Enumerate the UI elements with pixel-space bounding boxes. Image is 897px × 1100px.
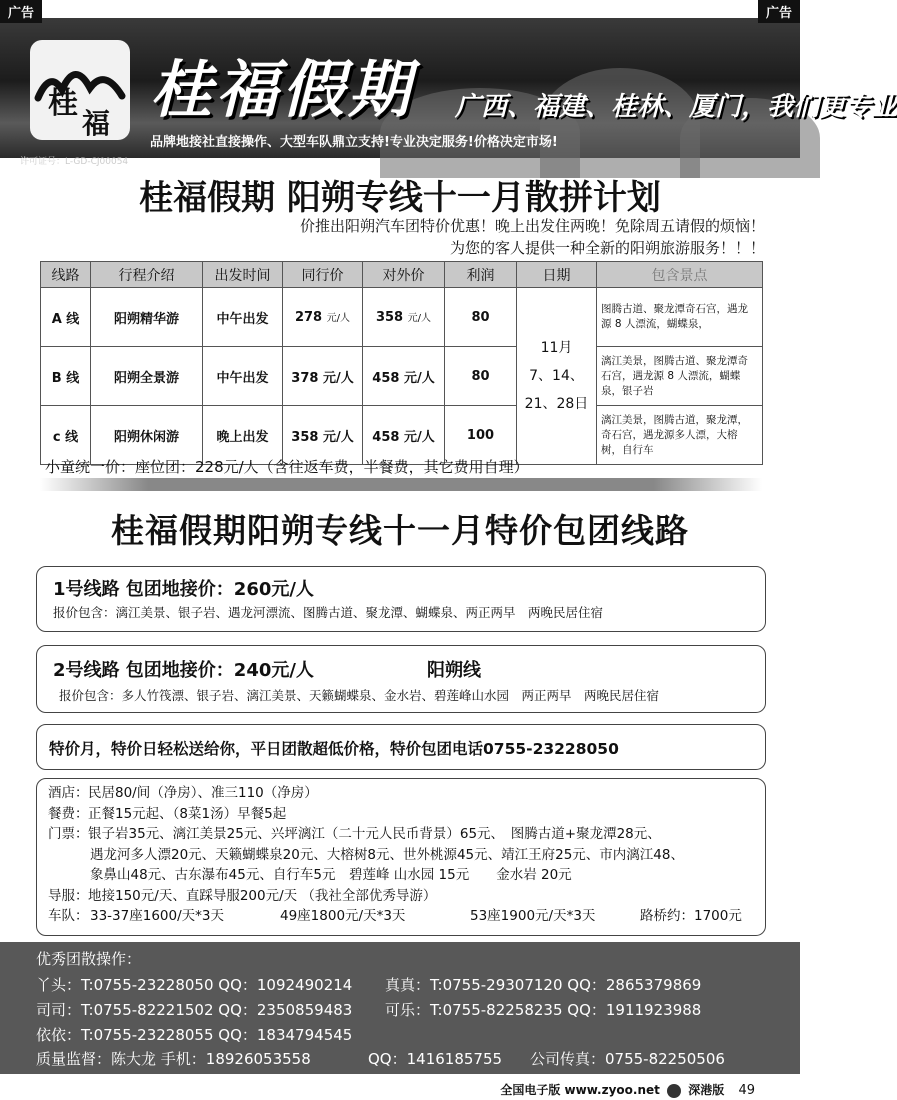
contact-line: 依依：T:0755-23228055 QQ：1834794545 xyxy=(36,1026,353,1044)
footer-site: 全国电子版 www.zyoo.net xyxy=(500,1083,660,1097)
brand-tagline: 品牌地接社直接操作、大型车队鼎立支持!专业决定服务!价格决定市场! xyxy=(150,135,558,150)
schedule-table xyxy=(40,261,763,465)
guide-value: 地接150元/天、直踩导服200元/天 （我社全部优秀导游） xyxy=(88,887,437,904)
contact-line: 真真：T:0755-29307120 QQ：2865379869 xyxy=(385,976,702,994)
page-footer xyxy=(500,1081,755,1098)
spots-cell: 图腾古道、聚龙潭奇石宫，遇龙源 8 人漂流，蝴蝶泉， xyxy=(597,288,763,347)
route-includes: 报价包含：漓江美景、银子岩、遇龙河漂流、图腾古道、聚龙潭、蝴蝶泉、两正两早 两晚民居住宿 xyxy=(53,605,604,620)
edition-badge-icon xyxy=(667,1084,681,1098)
ad-tag-right: 广告 xyxy=(758,0,800,23)
hotel-label: 酒店： xyxy=(48,785,89,801)
header-banner xyxy=(0,18,897,167)
guide-label: 导服： xyxy=(48,887,89,904)
fleet-item: 49座1800元/天*3天 xyxy=(280,908,406,924)
col-header: 对外价 xyxy=(363,262,445,288)
profit-cell: 100 xyxy=(445,406,517,465)
col-header: 出发时间 xyxy=(203,262,283,288)
fleet-item: 53座1900元/天*3天 xyxy=(470,908,596,924)
license-number: 许可证号：L-GD-CJ00054 xyxy=(20,157,129,167)
table-row xyxy=(41,288,763,347)
col-header: 线路 xyxy=(41,262,91,288)
date-line: 11月 xyxy=(540,340,573,356)
child-price-note: 小童统一价：座位团：228元/人（含往返车费，半餐费，其它费用自理） xyxy=(45,458,529,476)
depart-cell: 晚上出发 xyxy=(203,406,283,465)
route-title: 2号线路 包团地接价：240元/人 xyxy=(53,660,314,681)
special-box xyxy=(36,724,766,770)
section1-title: 桂福假期 阳朔专线十一月散拼计划 xyxy=(139,178,661,218)
logo-char-1: 桂 xyxy=(48,86,78,121)
contact-line: 司司：T:0755-82221502 QQ：2350859483 xyxy=(36,1001,353,1019)
contact-panel xyxy=(0,942,800,1074)
spots-cell: 漓江美景，图腾古道、聚龙潭奇石宫，遇龙源 8 人漂流，蝴蝶泉，银子岩 xyxy=(597,347,763,406)
col-header: 行程介绍 xyxy=(91,262,203,288)
table-row xyxy=(41,347,763,406)
profit-cell: 80 xyxy=(445,347,517,406)
route-includes: 报价包含：多人竹筏漂、银子岩、漓江美景、天籁蝴蝶泉、金水岩、碧莲峰山水园 两正两早 两晚民居住宿 xyxy=(59,688,660,703)
spots-cell: 漓江美景，图腾古道，聚龙潭，奇石宫，遇龙源多人漂，大榕树，自行车 xyxy=(597,406,763,465)
price-unit: 元/人 xyxy=(407,313,432,324)
route-tag: 阳朔线 xyxy=(427,660,481,681)
line-cell: A 线 xyxy=(41,288,91,347)
page-number: 49 xyxy=(738,1083,755,1098)
line-cell: B 线 xyxy=(41,347,91,406)
ticket-line: 遇龙河多人漂20元、天籁蝴蝶泉20元、大榕树8元、世外桃源45元、靖江王府25元、市内漓江48、 xyxy=(90,846,684,863)
route-cell: 阳朔休闲游 xyxy=(91,406,203,465)
intro-line-2: 为您的客人提供一种全新的阳朔旅游服务！！！ xyxy=(449,239,765,257)
contact-heading: 优秀团散操作： xyxy=(36,950,142,968)
meal-label: 餐费： xyxy=(48,805,89,822)
company-fax: 公司传真：0755-82250506 xyxy=(530,1050,725,1068)
line-cell: c 线 xyxy=(41,406,91,465)
meal-value: 正餐15元起、（8菜1汤）早餐5起 xyxy=(88,805,287,822)
ad-tag-left: 广告 xyxy=(0,0,42,23)
col-header: 日期 xyxy=(517,262,597,288)
mountain-logo-icon xyxy=(30,40,130,140)
date-line: 21、28日 xyxy=(524,396,589,412)
route-box-1 xyxy=(36,566,766,632)
fleet-item: 33-37座1600/天*3天 xyxy=(90,908,224,924)
special-offer-text: 特价月，特价日轻松送给你，平日团散超低价格，特价包团电话0755-23228050 xyxy=(49,740,619,758)
price-unit: 元/人 xyxy=(326,313,351,324)
ticket-label: 门票： xyxy=(48,826,89,842)
brand-slogan: 广西、福建、桂林、厦门，我们更专业 xyxy=(455,92,897,122)
section-divider xyxy=(40,478,762,491)
profit-cell: 80 xyxy=(445,288,517,347)
retail-price-cell: 458 元/人 xyxy=(363,406,445,465)
brand-logo xyxy=(30,40,130,140)
ticket-line: 银子岩35元、漓江美景25元、兴坪漓江（二十元人民币背景）65元、 图腾古道+聚龙潭28元、 xyxy=(88,826,661,842)
logo-char-2: 福 xyxy=(82,107,111,140)
table-header-row xyxy=(41,262,763,288)
brand-title: 桂福假期 xyxy=(150,53,415,126)
date-line: 7、14、 xyxy=(529,368,584,384)
fleet-item: 路桥约：1700元 xyxy=(640,908,742,924)
peer-price-cell: 378 元/人 xyxy=(283,347,363,406)
date-cell xyxy=(517,288,597,465)
col-header: 同行价 xyxy=(283,262,363,288)
col-header: 包含景点 xyxy=(597,262,763,288)
fleet-label: 车队： xyxy=(48,908,89,924)
peer-price: 278 xyxy=(294,310,323,325)
peer-price-cell xyxy=(283,288,363,347)
hotel-value: 民居80/间（净房）、准三110（净房） xyxy=(88,785,318,801)
contact-line: 可乐：T:0755-82258235 QQ：1911923988 xyxy=(385,1001,702,1019)
route-title: 1号线路 包团地接价：260元/人 xyxy=(53,579,314,600)
section2-title: 桂福假期阳朔专线十一月特价包团线路 xyxy=(111,511,689,550)
depart-cell: 中午出发 xyxy=(203,288,283,347)
intro-line-1: 价推出阳朔汽车团特价优惠！晚上出发住两晚！免除周五请假的烦恼！ xyxy=(299,217,765,235)
supervisor-line: 质量监督：陈大龙 手机：18926053558 xyxy=(36,1050,311,1068)
retail-price: 358 xyxy=(375,310,404,325)
depart-cell: 中午出发 xyxy=(203,347,283,406)
peer-price-cell: 358 元/人 xyxy=(283,406,363,465)
ticket-line: 象鼻山48元、古东瀑布45元、自行车5元 碧莲峰 山水园 15元 金水岩 20元 xyxy=(90,867,572,883)
route-cell: 阳朔精华游 xyxy=(91,288,203,347)
supervisor-qq: QQ：1416185755 xyxy=(368,1050,503,1068)
col-header: 利润 xyxy=(445,262,517,288)
footer-edition: 深港版 xyxy=(688,1083,725,1097)
route-box-2 xyxy=(36,645,766,713)
retail-price-cell xyxy=(363,288,445,347)
contact-line: 丫头：T:0755-23228050 QQ：1092490214 xyxy=(36,976,353,994)
route-cell: 阳朔全景游 xyxy=(91,347,203,406)
retail-price-cell: 458 元/人 xyxy=(363,347,445,406)
